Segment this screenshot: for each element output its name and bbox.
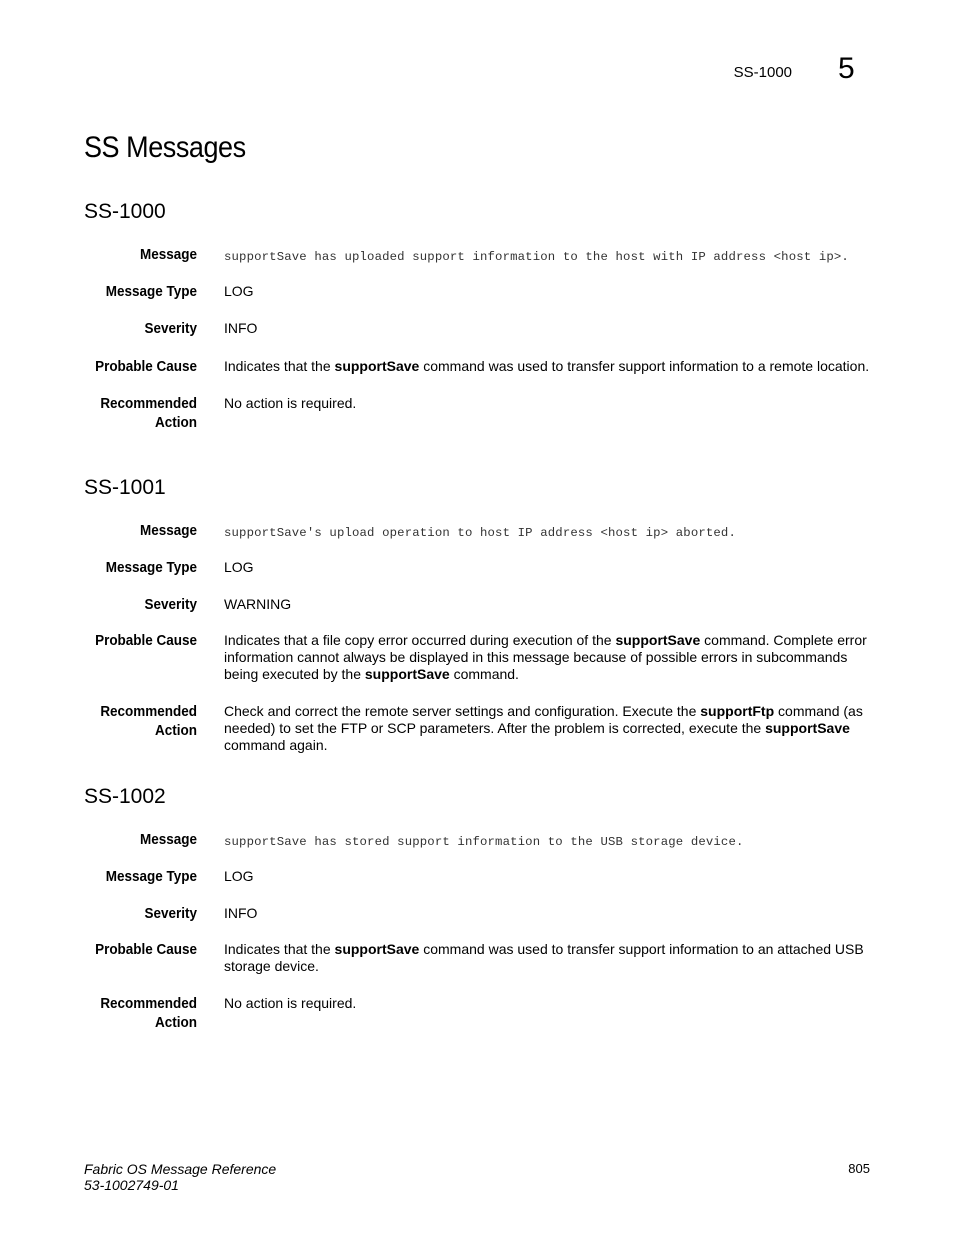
command-name: supportSave — [334, 941, 420, 957]
probable-cause-text — [224, 358, 874, 375]
page-number: 805 — [848, 1161, 870, 1176]
message-type-row — [84, 283, 884, 300]
cause-text: Indicates that the — [224, 941, 335, 957]
message-label: Message — [140, 247, 197, 263]
recommended-action-text: No action is required. — [224, 995, 357, 1011]
severity-label: Severity — [144, 906, 197, 922]
severity-label: Severity — [144, 597, 197, 613]
command-name: supportSave — [364, 666, 450, 682]
message-id-heading: SS-1000 — [84, 200, 166, 223]
command-name: supportSave — [615, 632, 701, 648]
command-name: supportSave — [765, 720, 850, 736]
message-id-heading: SS-1001 — [84, 476, 166, 499]
command-name: supportSave — [334, 358, 420, 374]
probable-cause-text — [224, 632, 874, 683]
message-row — [84, 246, 884, 265]
message-row — [84, 831, 884, 850]
message-text: supportSave's upload operation to host IP address <host ip> aborted. — [224, 526, 736, 540]
message-label: Message — [140, 832, 197, 848]
severity-value: WARNING — [224, 596, 292, 612]
probable-cause-label: Probable Cause — [95, 359, 197, 375]
label-line: Action — [155, 1015, 197, 1031]
cause-text: command. — [449, 666, 519, 682]
message-type-value: LOG — [224, 283, 254, 299]
message-text: supportSave has stored support information to the USB storage device. — [224, 835, 744, 849]
probable-cause-row — [84, 358, 884, 375]
label-line: Action — [155, 723, 197, 739]
label-line: Recommended — [100, 996, 197, 1012]
probable-cause-row — [84, 941, 884, 975]
cause-text: command was used to transfer support information to a remote location. — [419, 358, 870, 374]
message-type-row — [84, 559, 884, 576]
command-name: supportFtp — [700, 703, 775, 719]
severity-row — [84, 596, 884, 613]
recommended-action-label — [92, 703, 197, 741]
message-type-label: Message Type — [105, 869, 197, 885]
label-line: Recommended — [100, 396, 197, 412]
recommended-action-row — [84, 703, 884, 754]
message-entry-ss-1001 — [84, 476, 884, 754]
probable-cause-label: Probable Cause — [95, 942, 197, 958]
recommended-action-label — [92, 995, 197, 1033]
message-label: Message — [140, 523, 197, 539]
footer-doc-number: 53-1002749-01 — [84, 1177, 179, 1193]
message-type-value: LOG — [224, 559, 254, 575]
cause-text: Indicates that a file copy error occurred during execution of the — [224, 632, 616, 648]
recommended-action-text: No action is required. — [224, 395, 357, 411]
message-type-row — [84, 868, 884, 885]
chapter-number: 5 — [838, 52, 855, 85]
recommended-action-text — [224, 703, 874, 754]
probable-cause-text — [224, 941, 874, 975]
message-entry-ss-1002 — [84, 785, 884, 1031]
recommended-action-row — [84, 395, 884, 431]
recommended-action-label — [92, 395, 197, 433]
cause-text: Indicates that the — [224, 358, 335, 374]
message-type-label: Message Type — [105, 284, 197, 300]
footer-doc-title: Fabric OS Message Reference — [84, 1161, 277, 1177]
cause-text: command. Complete error information cannot always be displayed in this message because of possible errors in subcommands being executed by the — [224, 632, 867, 682]
action-text: Check and correct the remote server settings and configuration. Execute the — [224, 703, 701, 719]
message-text: supportSave has uploaded support information to the host with IP address <host ip>. — [224, 250, 849, 264]
probable-cause-row — [84, 632, 884, 683]
footer-document-info — [84, 1161, 276, 1193]
severity-row — [84, 320, 884, 337]
message-type-label: Message Type — [105, 560, 197, 576]
message-row — [84, 522, 884, 541]
message-entry-ss-1000 — [84, 200, 884, 431]
message-type-value: LOG — [224, 868, 254, 884]
severity-value: INFO — [224, 320, 258, 336]
recommended-action-row — [84, 995, 884, 1031]
severity-row — [84, 905, 884, 922]
label-line: Action — [155, 415, 197, 431]
message-id-heading: SS-1002 — [84, 785, 166, 808]
running-header-section: SS-1000 — [733, 64, 792, 81]
probable-cause-label: Probable Cause — [95, 633, 197, 649]
page-title: SS Messages — [84, 131, 246, 164]
action-text: command (as needed) to set the FTP or SCP parameters. After the problem is corrected, execute the — [224, 703, 863, 736]
label-line: Recommended — [100, 704, 197, 720]
severity-label: Severity — [144, 321, 197, 337]
cause-text: command was used to transfer support information to an attached USB storage device. — [224, 941, 864, 974]
action-text: command again. — [224, 737, 328, 753]
severity-value: INFO — [224, 905, 258, 921]
